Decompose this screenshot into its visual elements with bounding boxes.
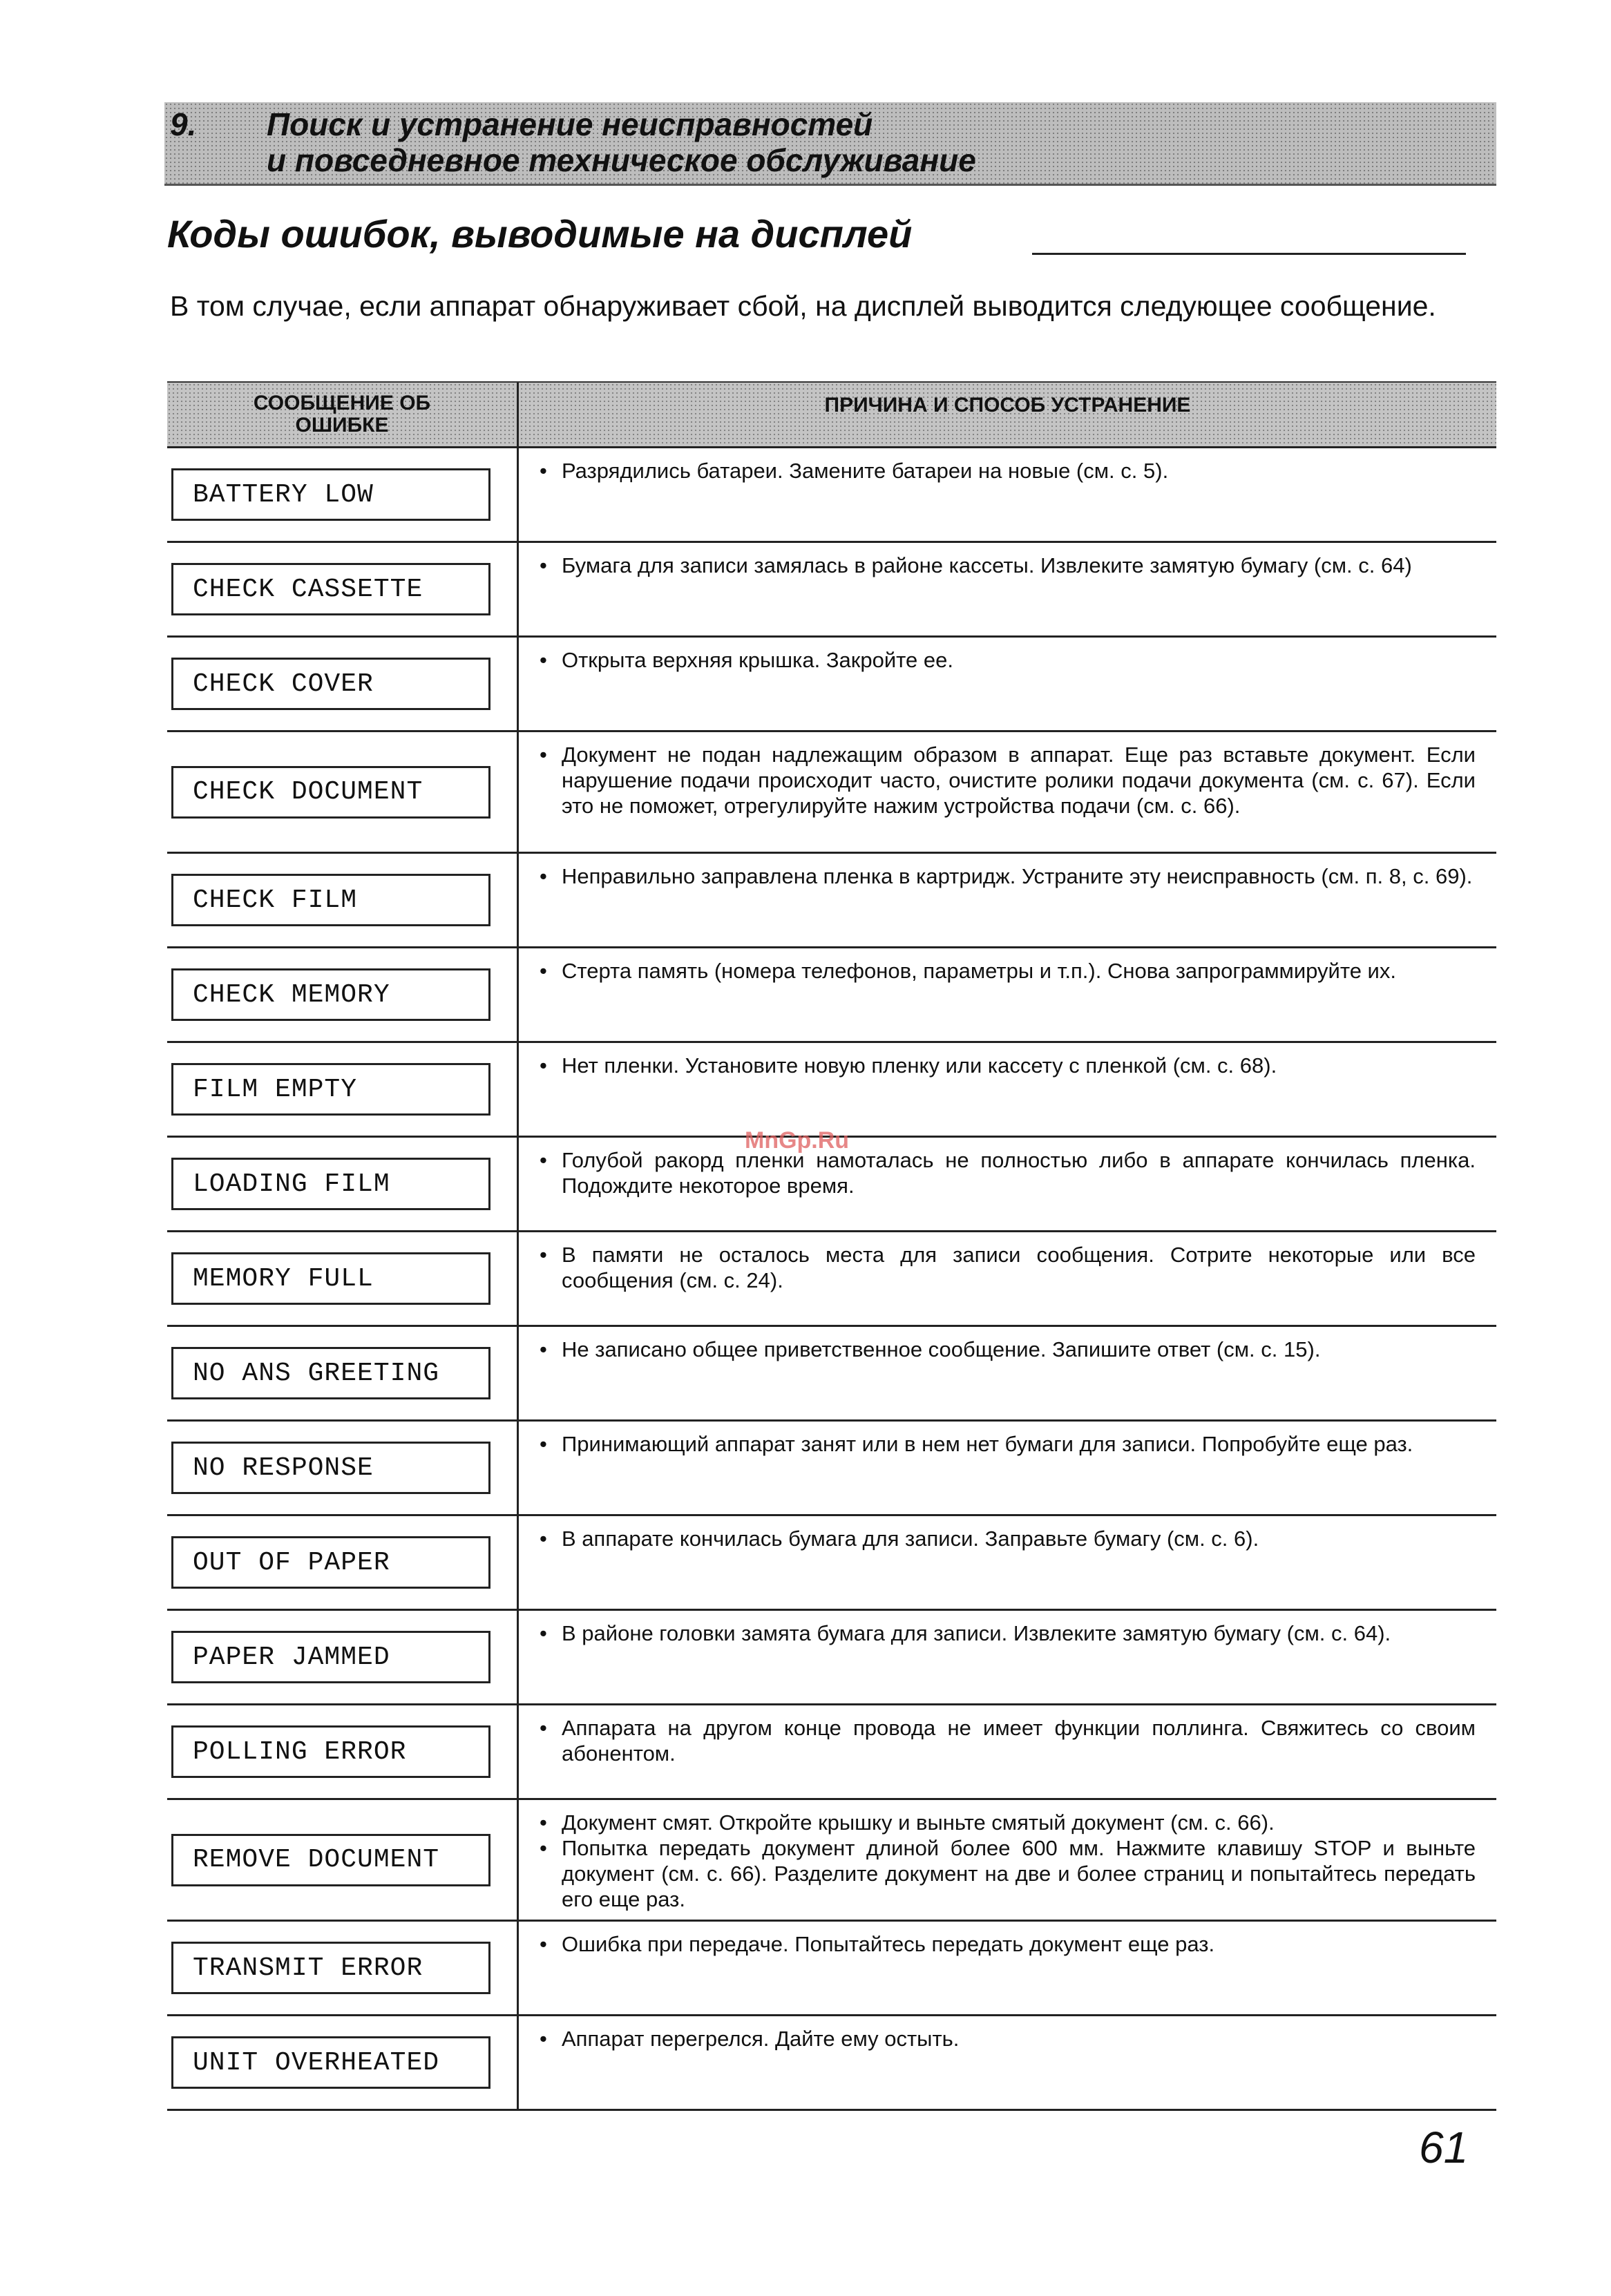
table-row [167,1611,1496,1705]
table-row [167,1922,1496,2016]
section-title-line1: Поиск и устранение неисправностей [267,106,873,142]
cause-cell [519,1232,1496,1325]
cause-item: • Аппарат перегрелся. Дайте ему остыть. [538,2026,1476,2051]
cause-item: • Бумага для записи замялась в районе кассеты. Извлеките замятую бумагу (см. с. 64) [538,553,1476,578]
page-number: 61 [1419,2123,1469,2172]
table-body [167,448,1496,2111]
cause-cell [519,732,1496,852]
section-title-line2: и повседневное техническое обслуживание [267,142,976,178]
section-title [267,106,976,178]
error-code-display: REMOVE DOCUMENT [171,1834,490,1886]
message-cell [167,1800,519,1920]
message-cell [167,1516,519,1609]
message-cell [167,448,519,541]
error-code-display: UNIT OVERHEATED [171,2036,490,2089]
error-code-display: FILM EMPTY [171,1063,490,1116]
cause-cell [519,2016,1496,2109]
error-code-display: TRANSMIT ERROR [171,1942,490,1994]
cause-item: • В аппарате кончилась бумага для записи. Заправьте бумагу (см. с. 6). [538,1526,1476,1551]
error-code-display: PAPER JAMMED [171,1631,490,1683]
message-cell [167,1043,519,1136]
message-cell [167,1611,519,1703]
header-message: СООБЩЕНИЕ ОБ ОШИБКЕ [167,383,519,446]
page-heading: Коды ошибок, выводимые на дисплей [167,212,913,256]
error-code-display: CHECK DOCUMENT [171,766,490,819]
cause-cell [519,1516,1496,1609]
cause-cell [519,543,1496,635]
cause-item: • Документ смят. Откройте крышку и выньте смятый документ (см. с. 66). [538,1810,1476,1835]
error-codes-table [167,381,1496,2111]
error-code-display: LOADING FILM [171,1158,490,1210]
error-code-display: CHECK MEMORY [171,968,490,1021]
cause-item: • Открыта верхняя крышка. Закройте ее. [538,647,1476,673]
cause-cell [519,854,1496,946]
section-banner [164,102,1496,186]
error-code-display: NO RESPONSE [171,1442,490,1494]
cause-item: • Документ не подан надлежащим образом в аппарат. Еще раз вставьте документ. Если нарушение подачи происходит часто, очистите ролики подачи документа (см. с. 67). Если это не поможет, отрегулируйте нажим устройства подачи (см. с. 66). [538,742,1476,819]
section-number: 9. [170,106,197,142]
table-row [167,1516,1496,1611]
table-header [167,381,1496,448]
error-code-display: BATTERY LOW [171,468,490,521]
cause-cell [519,1705,1496,1798]
cause-cell [519,1043,1496,1136]
cause-item: • Аппарата на другом конце провода не имеет функции поллинга. Свяжитесь со своим абонентом. [538,1715,1476,1766]
message-cell [167,543,519,635]
cause-item: • Неправильно заправлена пленка в картридж. Устраните эту неисправность (см. п. 8, с. 69). [538,863,1476,889]
table-row [167,1327,1496,1422]
message-cell [167,854,519,946]
error-code-display: NO ANS GREETING [171,1347,490,1399]
table-row [167,1232,1496,1327]
error-code-display: CHECK COVER [171,658,490,710]
table-row [167,732,1496,854]
table-row [167,854,1496,948]
message-cell [167,1922,519,2014]
message-cell [167,1327,519,1419]
error-code-display: CHECK FILM [171,874,490,926]
error-code-display: CHECK CASSETTE [171,563,490,615]
cause-item: • Разрядились батареи. Замените батареи на новые (см. с. 5). [538,458,1476,484]
message-cell [167,2016,519,2109]
cause-cell [519,1922,1496,2014]
header-cause: ПРИЧИНА И СПОСОБ УСТРАНЕНИЕ [824,394,1191,417]
message-cell [167,732,519,852]
table-row [167,448,1496,543]
cause-cell [519,1327,1496,1419]
message-cell [167,1232,519,1325]
message-cell [167,1138,519,1230]
cause-cell [519,1611,1496,1703]
message-cell [167,1422,519,1514]
cause-cell [519,1422,1496,1514]
table-row [167,638,1496,732]
cause-cell [519,1138,1496,1230]
watermark: MnGp.Ru [745,1127,850,1154]
table-row [167,2016,1496,2111]
cause-cell [519,448,1496,541]
cause-cell [519,948,1496,1041]
cause-item: • Стерта память (номера телефонов, параметры и т.п.). Снова запрограммируйте их. [538,958,1476,984]
table-row [167,543,1496,638]
table-row [167,1043,1496,1138]
cause-item: • Голубой ракорд пленки намоталась не полностью либо в аппарате кончилась пленка. Подождите некоторое время. [538,1147,1476,1198]
error-code-display: MEMORY FULL [171,1252,490,1305]
error-code-display: POLLING ERROR [171,1725,490,1778]
cause-item: • В районе головки замята бумага для записи. Извлеките замятую бумагу (см. с. 64). [538,1620,1476,1646]
cause-item: • Принимающий аппарат занят или в нем нет бумаги для записи. Попробуйте еще раз. [538,1431,1476,1457]
table-row [167,1705,1496,1800]
heading-rule [1032,253,1466,255]
cause-item: • Ошибка при передаче. Попытайтесь передать документ еще раз. [538,1931,1476,1957]
table-row [167,948,1496,1043]
cause-item: • В памяти не осталось места для записи сообщения. Сотрите некоторые или все сообщения (см. с. 24). [538,1242,1476,1293]
message-cell [167,948,519,1041]
intro-paragraph: В том случае, если аппарат обнаруживает сбой, на дисплей выводится следующее сообщение. [170,290,1436,322]
message-cell [167,1705,519,1798]
cause-item: • Нет пленки. Установите новую пленку или кассету с пленкой (см. с. 68). [538,1053,1476,1078]
error-code-display: OUT OF PAPER [171,1536,490,1589]
cause-cell [519,1800,1496,1920]
cause-item: • Не записано общее приветственное сообщение. Запишите ответ (см. с. 15). [538,1337,1476,1362]
table-row [167,1422,1496,1516]
cause-cell [519,638,1496,730]
table-row [167,1800,1496,1922]
cause-item: • Попытка передать документ длиной более 600 мм. Нажмите клавишу STOP и выньте документ (см. с. 66). Разделите документ на две и более страниц и попытайтесь передать его еще раз. [538,1835,1476,1912]
message-cell [167,638,519,730]
